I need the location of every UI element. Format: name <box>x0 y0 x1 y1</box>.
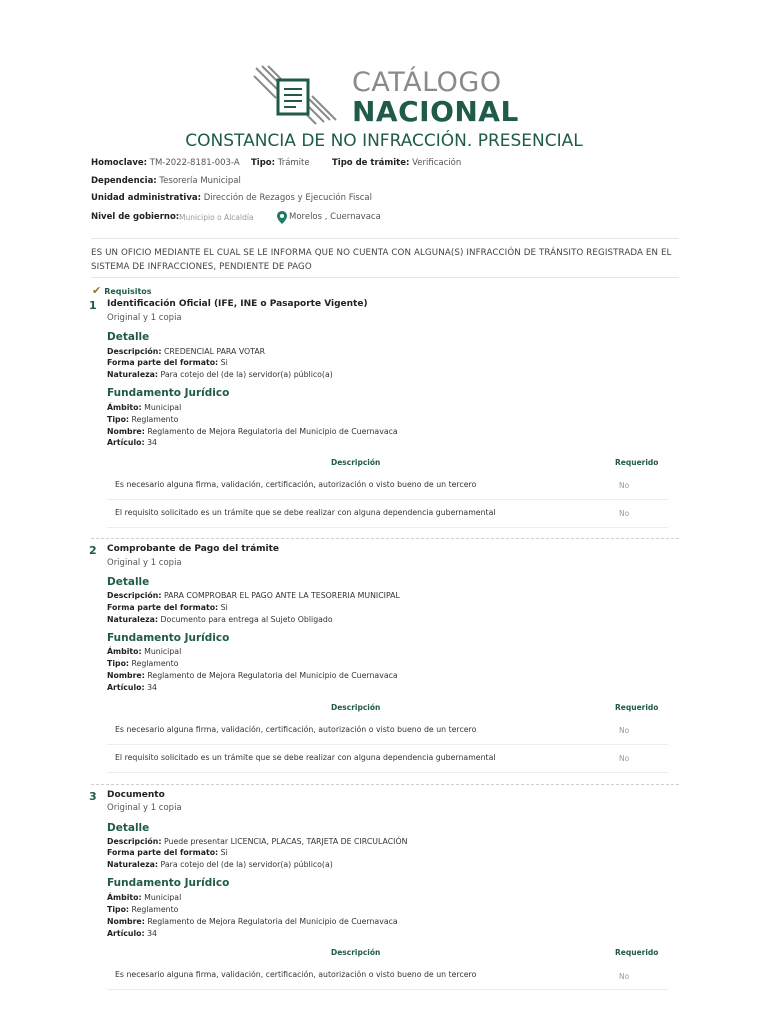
unidad-value: Dirección de Rezagos y Ejecución Fiscal <box>203 193 373 203</box>
meta-row-1 <box>91 158 240 168</box>
detalle-heading: Detalle <box>107 331 150 343</box>
nivel-value: Municipio o Alcaldía <box>179 213 254 222</box>
row-divider <box>107 772 668 773</box>
table-row-text: Es necesario alguna firma, validación, certificación, autorización o visto bueno de un tercero <box>115 970 477 979</box>
logo-wordmark <box>352 68 519 126</box>
dependencia-meta <box>91 176 241 186</box>
col-descripcion-header: Descripción <box>331 703 381 712</box>
table-row-text: El requisito solicitado es un trámite que se debe realizar con alguna dependencia gubernamental <box>115 753 496 762</box>
row-divider <box>107 989 668 990</box>
fundamento-ambito: Ámbito: Municipal <box>107 403 182 412</box>
detalle-naturaleza: Naturaleza: Documento para entrega al Sujeto Obligado <box>107 615 333 624</box>
page-title: CONSTANCIA DE NO INFRACCIÓN. PRESENCIAL <box>185 131 583 151</box>
detalle-forma-parte: Forma parte del formato: Si <box>107 603 228 612</box>
row-divider <box>107 527 668 528</box>
tipo-tramite-meta <box>332 158 461 168</box>
requisito-copies: Original y 1 copia <box>107 313 182 323</box>
tipo-tramite-value: Verificación <box>412 158 462 168</box>
dependencia-label: Dependencia: <box>91 176 157 186</box>
requisito-copies: Original y 1 copia <box>107 803 182 813</box>
location-pin-icon <box>277 211 287 224</box>
dependencia-value: Tesorería Municipal <box>159 176 241 186</box>
fundamento-tipo: Tipo: Reglamento <box>107 659 179 668</box>
col-requerido-header: Requerido <box>615 703 659 712</box>
fundamento-ambito: Ámbito: Municipal <box>107 647 182 656</box>
fundamento-articulo: Artículo: 34 <box>107 438 158 447</box>
detalle-descripcion: Descripción: PARA COMPROBAR EL PAGO ANTE LA TESORERIA MUNICIPAL <box>107 591 400 600</box>
requisito-name: Comprobante de Pago del trámite <box>107 544 280 554</box>
fundamento-nombre: Nombre: Reglamento de Mejora Regulatoria del Municipio de Cuernavaca <box>107 671 398 680</box>
logo-emblem-icon <box>250 62 346 126</box>
table-row-text: Es necesario alguna firma, validación, certificación, autorización o visto bueno de un tercero <box>115 725 477 734</box>
tipo-tramite-label: Tipo de trámite: <box>332 158 410 168</box>
unidad-label: Unidad administrativa: <box>91 193 201 203</box>
detalle-descripcion: Descripción: CREDENCIAL PARA VOTAR <box>107 347 266 356</box>
col-requerido-header: Requerido <box>615 458 659 467</box>
tipo-value: Trámite <box>277 158 310 168</box>
logo-line-1: CATÁLOGO <box>352 67 502 98</box>
requisitos-label: Requisitos <box>104 287 152 296</box>
fundamento-articulo: Artículo: 34 <box>107 929 158 938</box>
section-divider <box>91 538 679 539</box>
detalle-forma-parte: Forma parte del formato: Si <box>107 358 228 367</box>
detalle-naturaleza: Naturaleza: Para cotejo del (de la) servidor(a) público(a) <box>107 860 333 869</box>
requisitos-heading <box>92 284 152 297</box>
fundamento-heading: Fundamento Jurídico <box>107 632 230 644</box>
homoclave-label: Homoclave: <box>91 158 148 168</box>
table-row-required: No <box>619 754 630 763</box>
table-row-text: Es necesario alguna firma, validación, certificación, autorización o visto bueno de un tercero <box>115 480 477 489</box>
unidad-meta <box>91 193 372 203</box>
fundamento-nombre: Nombre: Reglamento de Mejora Regulatoria del Municipio de Cuernavaca <box>107 427 398 436</box>
col-descripcion-header: Descripción <box>331 458 381 467</box>
requisito-number: 3 <box>89 790 97 803</box>
tipo-meta <box>251 158 310 168</box>
table-row-required: No <box>619 481 630 490</box>
detalle-forma-parte: Forma parte del formato: Si <box>107 848 228 857</box>
row-divider <box>107 499 668 500</box>
tipo-label: Tipo: <box>251 158 276 168</box>
requisito-number: 1 <box>89 299 97 312</box>
divider <box>91 277 679 278</box>
fundamento-ambito: Ámbito: Municipal <box>107 893 182 902</box>
table-row-required: No <box>619 972 630 981</box>
table-row-required: No <box>619 509 630 518</box>
homoclave-value: TM-2022-8181-003-A <box>149 158 240 168</box>
catalogo-nacional-logo <box>250 62 530 126</box>
requisito-copies: Original y 1 copia <box>107 558 182 568</box>
divider <box>91 238 679 239</box>
table-row-required: No <box>619 726 630 735</box>
fundamento-heading: Fundamento Jurídico <box>107 877 230 889</box>
requisito-name: Documento <box>107 790 165 800</box>
checkmark-icon: ✔ <box>92 284 102 297</box>
logo-line-2: NACIONAL <box>352 95 519 128</box>
fundamento-tipo: Tipo: Reglamento <box>107 905 179 914</box>
section-divider <box>91 784 679 785</box>
fundamento-heading: Fundamento Jurídico <box>107 387 230 399</box>
row-divider <box>107 744 668 745</box>
detalle-heading: Detalle <box>107 822 150 834</box>
fundamento-articulo: Artículo: 34 <box>107 683 158 692</box>
col-requerido-header: Requerido <box>615 948 659 957</box>
requisito-name: Identificación Oficial (IFE, INE o Pasaporte Vigente) <box>107 299 368 309</box>
detalle-heading: Detalle <box>107 576 150 588</box>
ubicacion-value: Morelos , Cuernavaca <box>289 212 381 222</box>
tramite-description: ES UN OFICIO MEDIANTE EL CUAL SE LE INFORMA QUE NO CUENTA CON ALGUNA(S) INFRACCIÓN DE TRÁNSITO REGISTRADA EN EL SISTEMA DE INFRACCIONES, PENDIENTE DE PAGO <box>91 248 672 272</box>
nivel-meta <box>91 212 179 222</box>
detalle-descripcion: Descripción: Puede presentar LICENCIA, PLACAS, TARJETA DE CIRCULACIÓN <box>107 837 408 846</box>
detalle-naturaleza: Naturaleza: Para cotejo del (de la) servidor(a) público(a) <box>107 370 333 379</box>
table-row-text: El requisito solicitado es un trámite que se debe realizar con alguna dependencia gubernamental <box>115 508 496 517</box>
fundamento-tipo: Tipo: Reglamento <box>107 415 179 424</box>
fundamento-nombre: Nombre: Reglamento de Mejora Regulatoria del Municipio de Cuernavaca <box>107 917 398 926</box>
requisito-number: 2 <box>89 544 97 557</box>
col-descripcion-header: Descripción <box>331 948 381 957</box>
nivel-label: Nivel de gobierno: <box>91 212 180 222</box>
